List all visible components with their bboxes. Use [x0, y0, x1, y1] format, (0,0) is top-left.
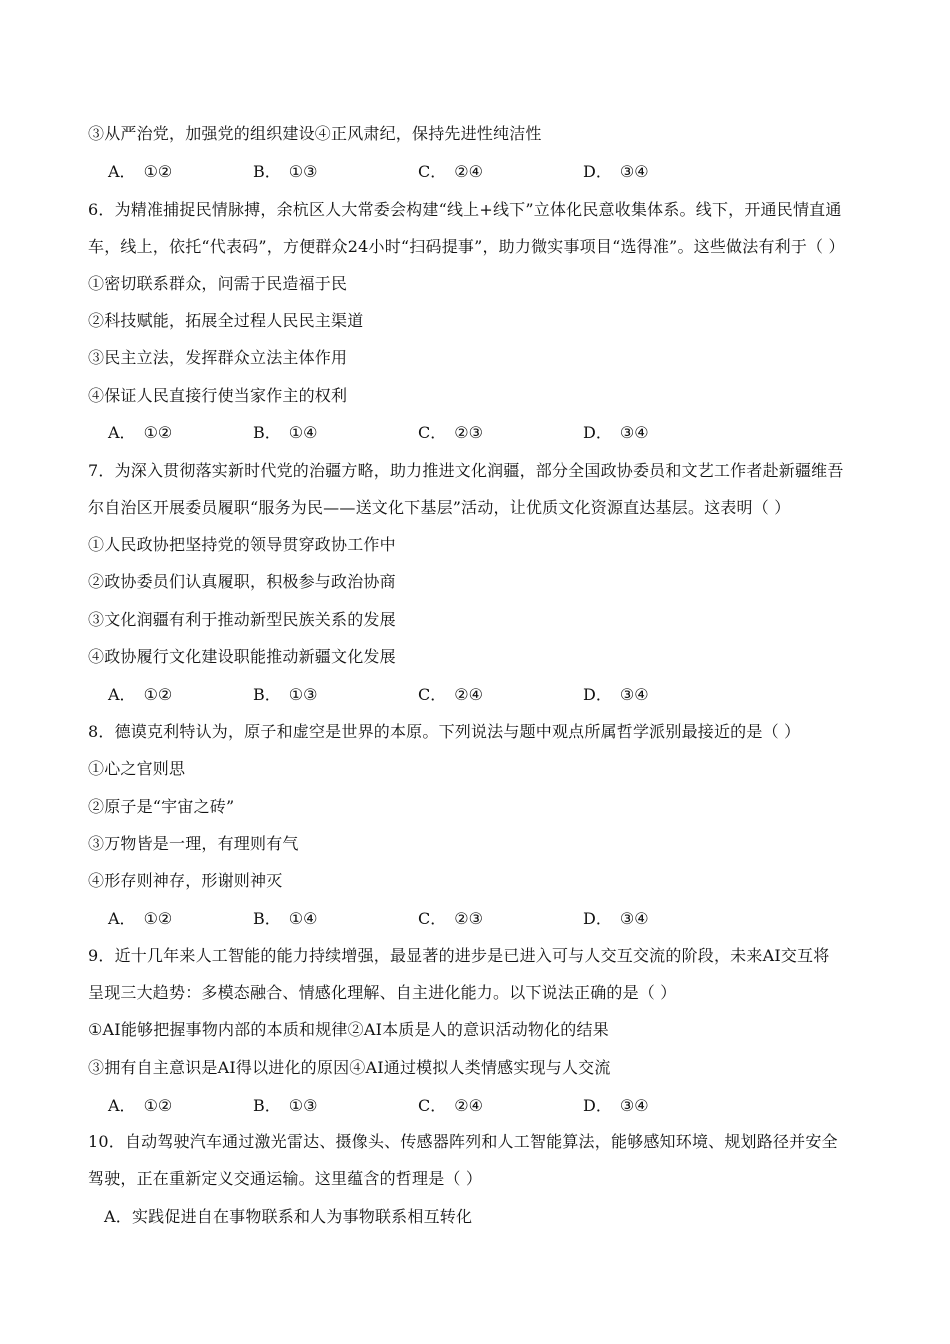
q7-statement-1: ①人民政协把坚持党的领导贯穿政协工作中 [88, 535, 396, 554]
q7-option-a: A． ①② [108, 685, 173, 704]
q6-option-c: C． ②③ [418, 423, 483, 442]
q6-option-d: D． ③④ [583, 423, 649, 442]
q5-option-b: B． ①③ [253, 162, 318, 181]
q8-option-c: C． ②③ [418, 909, 483, 928]
q10-stem-line-1: 10．自动驾驶汽车通过激光雷达、摄像头、传感器阵列和人工智能算法，能够感知环境、规划路径并安全 [88, 1132, 838, 1151]
q7-stem-line-1: 7．为深入贯彻落实新时代党的治疆方略，助力推进文化润疆，部分全国政协委员和文艺工作者赴新疆维吾 [88, 461, 844, 480]
q5-statements-3-4: ③从严治党，加强党的组织建设④正风肃纪，保持先进性纯洁性 [88, 124, 542, 143]
q9-option-c: C． ②④ [418, 1096, 483, 1115]
q8-stem: 8．德谟克利特认为，原子和虚空是世界的本原。下列说法与题中观点所属哲学派别最接近的是（ ） [88, 722, 801, 741]
q9-stem-line-1: 9．近十几年来人工智能的能力持续增强，最显著的进步是已进入可与人交互交流的阶段，未来AI交互将 [88, 946, 830, 965]
q5-option-a: A． ①② [108, 162, 173, 181]
q8-statement-2: ②原子是“宇宙之砖” [88, 797, 235, 816]
q7-option-d: D． ③④ [583, 685, 649, 704]
q7-option-c: C． ②④ [418, 685, 483, 704]
q5-option-d: D． ③④ [583, 162, 649, 181]
q7-statement-3: ③文化润疆有利于推动新型民族关系的发展 [88, 610, 396, 629]
q6-statement-4: ④保证人民直接行使当家作主的权利 [88, 386, 348, 405]
q6-options [0, 423, 950, 443]
q10-option-a: A．实践促进自在事物联系和人为事物联系相互转化 [104, 1207, 473, 1226]
q8-option-b: B． ①④ [253, 909, 318, 928]
q6-statement-2: ②科技赋能，拓展全过程人民民主渠道 [88, 311, 364, 330]
q9-option-b: B． ①③ [253, 1096, 318, 1115]
q6-option-b: B． ①④ [253, 423, 318, 442]
q6-statement-3: ③民主立法，发挥群众立法主体作用 [88, 348, 348, 367]
q7-statement-2: ②政协委员们认真履职，积极参与政治协商 [88, 572, 396, 591]
q8-option-d: D． ③④ [583, 909, 649, 928]
q9-options [0, 1096, 950, 1116]
q9-option-d: D． ③④ [583, 1096, 649, 1115]
q9-stem-line-2: 呈现三大趋势：多模态融合、情感化理解、自主进化能力。以下说法正确的是（ ） [88, 983, 677, 1002]
q9-statements-3-4: ③拥有自主意识是AI得以进化的原因④AI通过模拟人类情感实现与人交流 [88, 1058, 611, 1077]
q7-options [0, 685, 950, 705]
q7-option-b: B． ①③ [253, 685, 318, 704]
q10-stem-line-2: 驾驶，正在重新定义交通运输。这里蕴含的哲理是（ ） [88, 1169, 483, 1188]
q9-statements-1-2: ①AI能够把握事物内部的本质和规律②AI本质是人的意识活动物化的结果 [88, 1020, 609, 1039]
q7-statement-4: ④政协履行文化建设职能推动新疆文化发展 [88, 647, 396, 666]
q5-options [0, 162, 950, 182]
q8-statement-4: ④形存则神存，形谢则神灭 [88, 871, 283, 890]
q6-stem-line-2: 车，线上，依托“代表码”，方便群众24小时“扫码提事”，助力微实事项目“选得准”。这些做法有利于（ ） [88, 237, 845, 256]
q6-stem-line-1: 6．为精准捕捉民情脉搏，余杭区人大常委会构建“线上+线下”立体化民意收集体系。线下，开通民情直通 [88, 200, 842, 219]
q6-option-a: A． ①② [108, 423, 173, 442]
q8-statement-1: ①心之官则思 [88, 759, 186, 778]
q9-option-a: A． ①② [108, 1096, 173, 1115]
q5-option-c: C． ②④ [418, 162, 483, 181]
q7-stem-line-2: 尔自治区开展委员履职“服务为民——送文化下基层”活动，让优质文化资源直达基层。这表明（ ） [88, 498, 791, 517]
q8-options [0, 909, 950, 929]
q8-option-a: A． ①② [108, 909, 173, 928]
q8-statement-3: ③万物皆是一理，有理则有气 [88, 834, 299, 853]
q6-statement-1: ①密切联系群众，问需于民造福于民 [88, 274, 348, 293]
